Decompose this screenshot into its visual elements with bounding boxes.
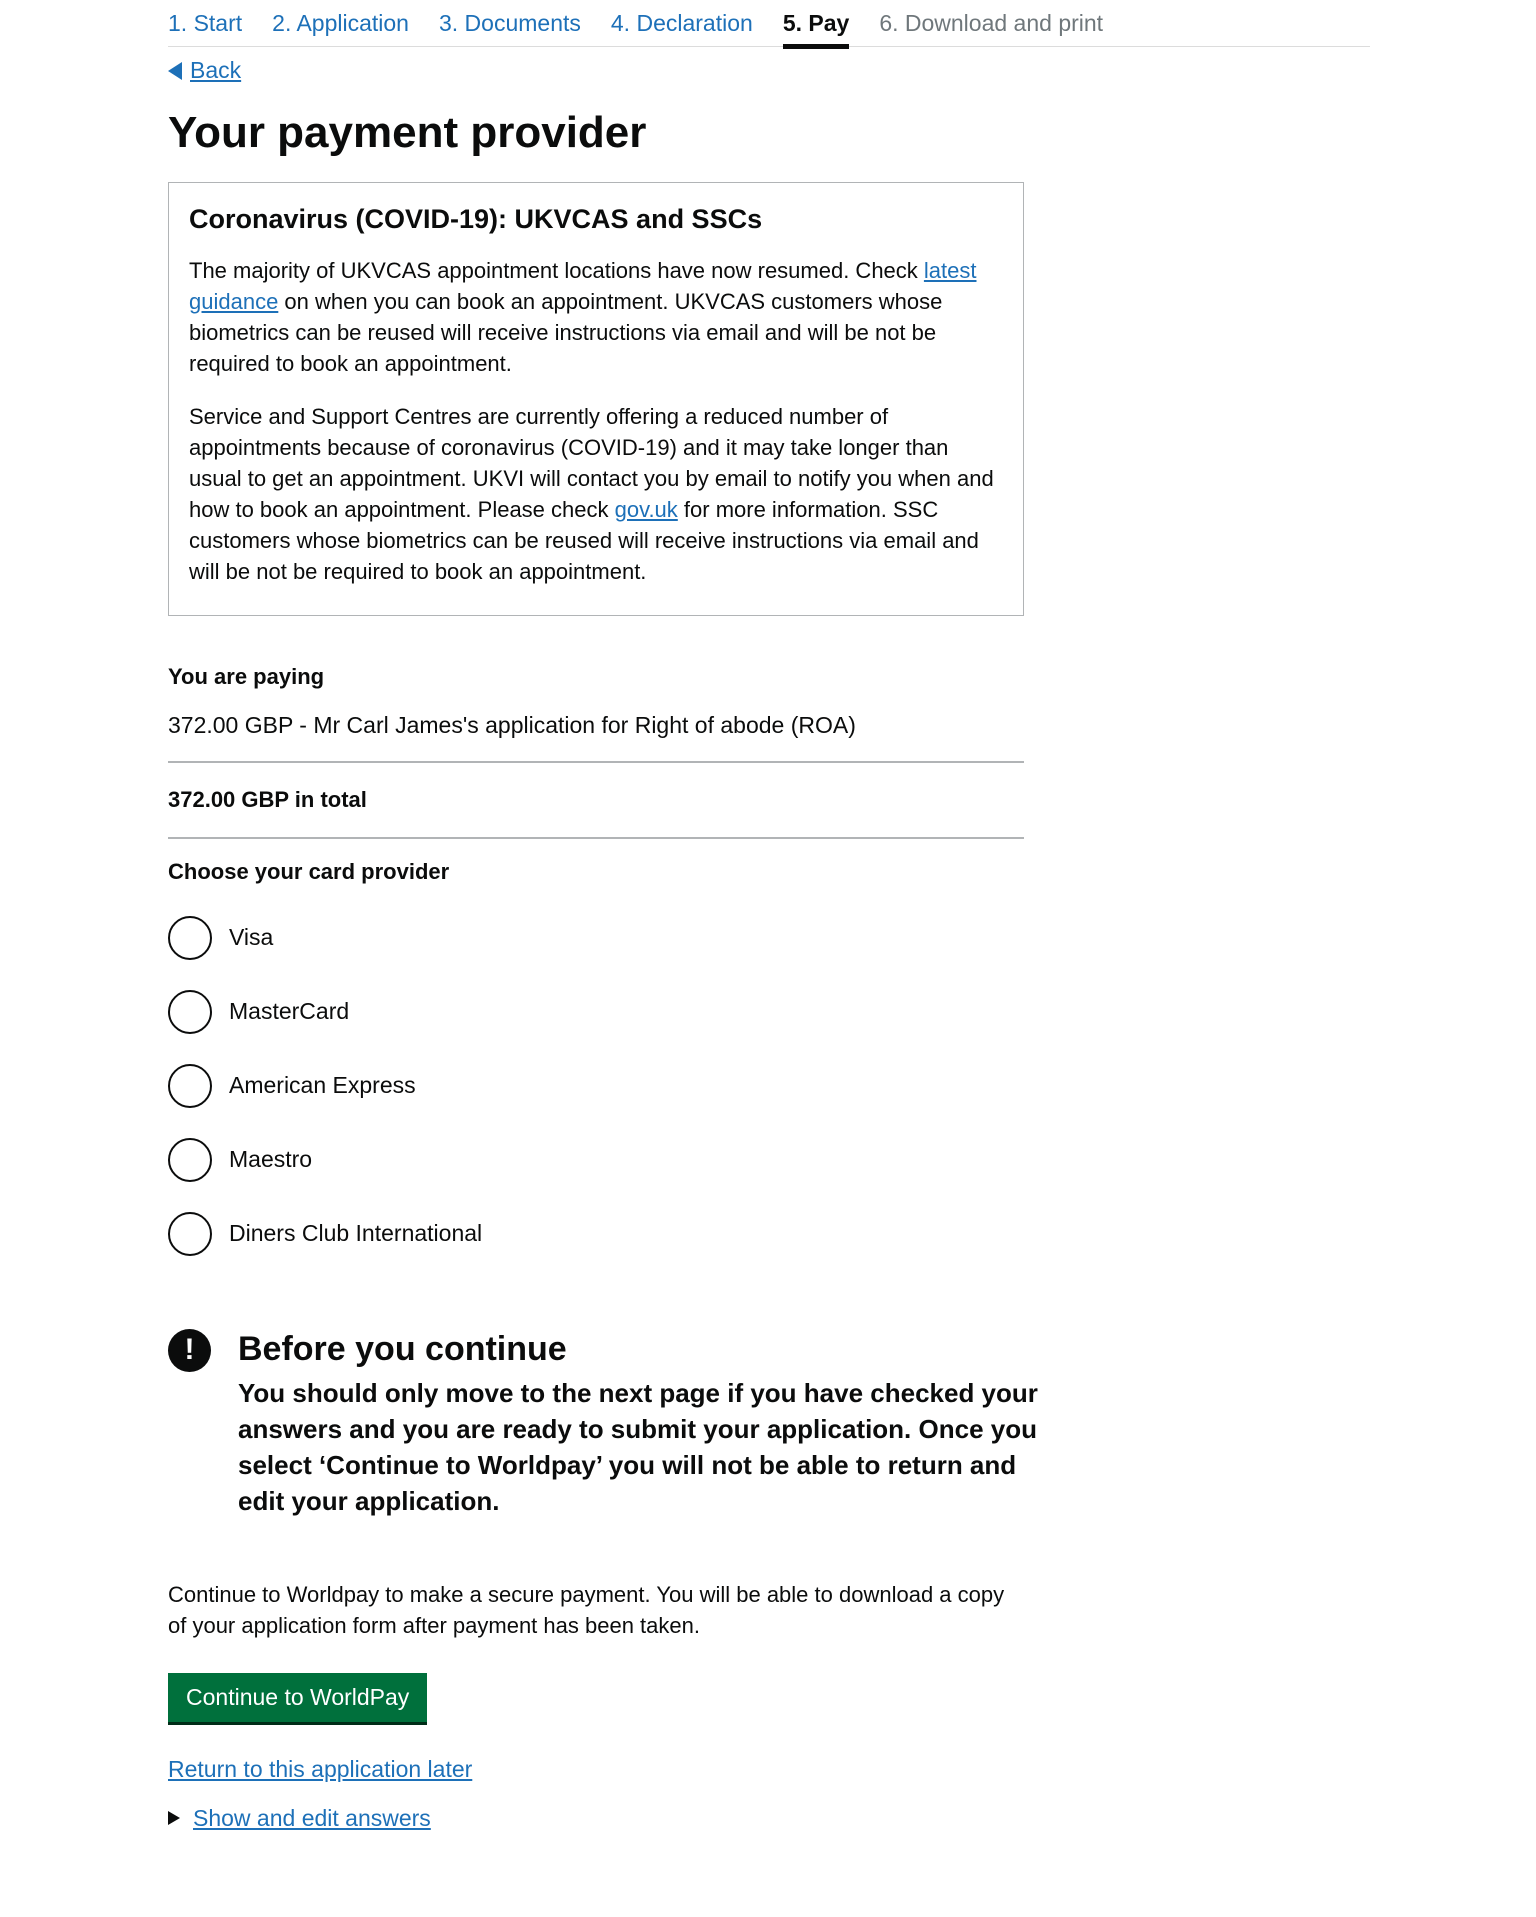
notice-heading: Coronavirus (COVID-19): UKVCAS and SSCs bbox=[189, 203, 763, 234]
radio-american-express[interactable] bbox=[168, 1061, 1370, 1111]
radio-button[interactable] bbox=[168, 990, 212, 1034]
radio-label[interactable]: Visa bbox=[229, 924, 274, 950]
step-documents[interactable]: 3. Documents bbox=[438, 10, 581, 36]
page-container bbox=[168, 0, 1370, 1832]
card-provider-heading: Choose your card provider bbox=[168, 858, 450, 884]
latest-guidance-link[interactable]: latest guidance bbox=[189, 257, 977, 314]
continue-explanation: Continue to Worldpay to make a secure payment. You will be able to download a copy of your application form after payment has been taken. bbox=[168, 1581, 1005, 1638]
notice-text: The majority of UKVCAS appointment locations have now resumed. Check bbox=[189, 257, 924, 283]
radio-maestro[interactable] bbox=[168, 1135, 1370, 1185]
notice-text: on when you can book an appointment. UKVCAS customers whose biometrics can be reused will receive instructions via email and will be not be required to book an appointment. bbox=[189, 288, 943, 376]
radio-button[interactable] bbox=[168, 1212, 212, 1256]
notice-text: Service and Support Centres are currently offering a reduced number of appointments because of coronavirus (COVID-19) and it may take longer than usual to get an appointment. UKVI will contact you by email to notify you when and how to book an appointment. Please check bbox=[189, 403, 994, 522]
return-later-link[interactable]: Return to this application later bbox=[168, 1755, 473, 1782]
step-download-print: 6. Download and print bbox=[879, 10, 1104, 36]
radio-mastercard[interactable] bbox=[168, 987, 1370, 1037]
warning-message: You should only move to the next page if you have checked your answers and you are ready to submit your application. Once you select ‘Continue to Worldpay’ you will not be able to return and edit your application. bbox=[238, 1377, 1038, 1516]
radio-button[interactable] bbox=[168, 1138, 212, 1182]
radio-label[interactable]: Diners Club International bbox=[229, 1220, 483, 1246]
radio-visa[interactable] bbox=[168, 913, 1370, 963]
radio-button[interactable] bbox=[168, 1064, 212, 1108]
back-label: Back bbox=[190, 57, 242, 83]
step-navigation bbox=[168, 0, 1370, 47]
notice-paragraph-1 bbox=[189, 255, 1003, 379]
you-are-paying-heading: You are paying bbox=[168, 663, 325, 689]
back-link[interactable] bbox=[168, 57, 241, 84]
warning-heading: Before you continue bbox=[238, 1329, 567, 1368]
radio-label[interactable]: American Express bbox=[229, 1072, 416, 1098]
show-edit-answers-link[interactable]: Show and edit answers bbox=[193, 1804, 431, 1831]
payment-total: 372.00 GBP in total bbox=[168, 763, 1024, 839]
payment-line-item: 372.00 GBP - Mr Carl James's application for Right of abode (ROA) bbox=[168, 712, 1024, 763]
warning-text bbox=[168, 1329, 1370, 1519]
step-declaration[interactable]: 4. Declaration bbox=[610, 10, 753, 36]
card-provider-radios bbox=[168, 913, 1370, 1259]
disclosure-triangle-icon bbox=[168, 1811, 180, 1825]
radio-diners-club[interactable] bbox=[168, 1209, 1370, 1259]
back-arrow-icon bbox=[168, 62, 182, 80]
notice-text: for more information. SSC customers whose biometrics can be reused will receive instructions via email and will be not be required to book an appointment. bbox=[189, 496, 979, 584]
radio-label[interactable]: MasterCard bbox=[229, 998, 350, 1024]
radio-button[interactable] bbox=[168, 916, 212, 960]
page-title: Your payment provider bbox=[168, 107, 647, 157]
step-application[interactable]: 2. Application bbox=[272, 10, 409, 36]
covid-notice-panel bbox=[168, 182, 1024, 616]
step-pay-current: 5. Pay bbox=[783, 8, 850, 49]
notice-paragraph-2 bbox=[189, 401, 1003, 587]
gov-uk-link[interactable]: gov.uk bbox=[614, 496, 678, 522]
continue-to-worldpay-button[interactable]: Continue to WorldPay bbox=[168, 1673, 427, 1722]
warning-exclamation-icon: ! bbox=[168, 1329, 211, 1372]
radio-label[interactable]: Maestro bbox=[229, 1146, 313, 1172]
step-start[interactable]: 1. Start bbox=[168, 10, 243, 36]
show-edit-answers-toggle[interactable] bbox=[168, 1805, 1370, 1832]
warning-content bbox=[238, 1329, 1038, 1519]
